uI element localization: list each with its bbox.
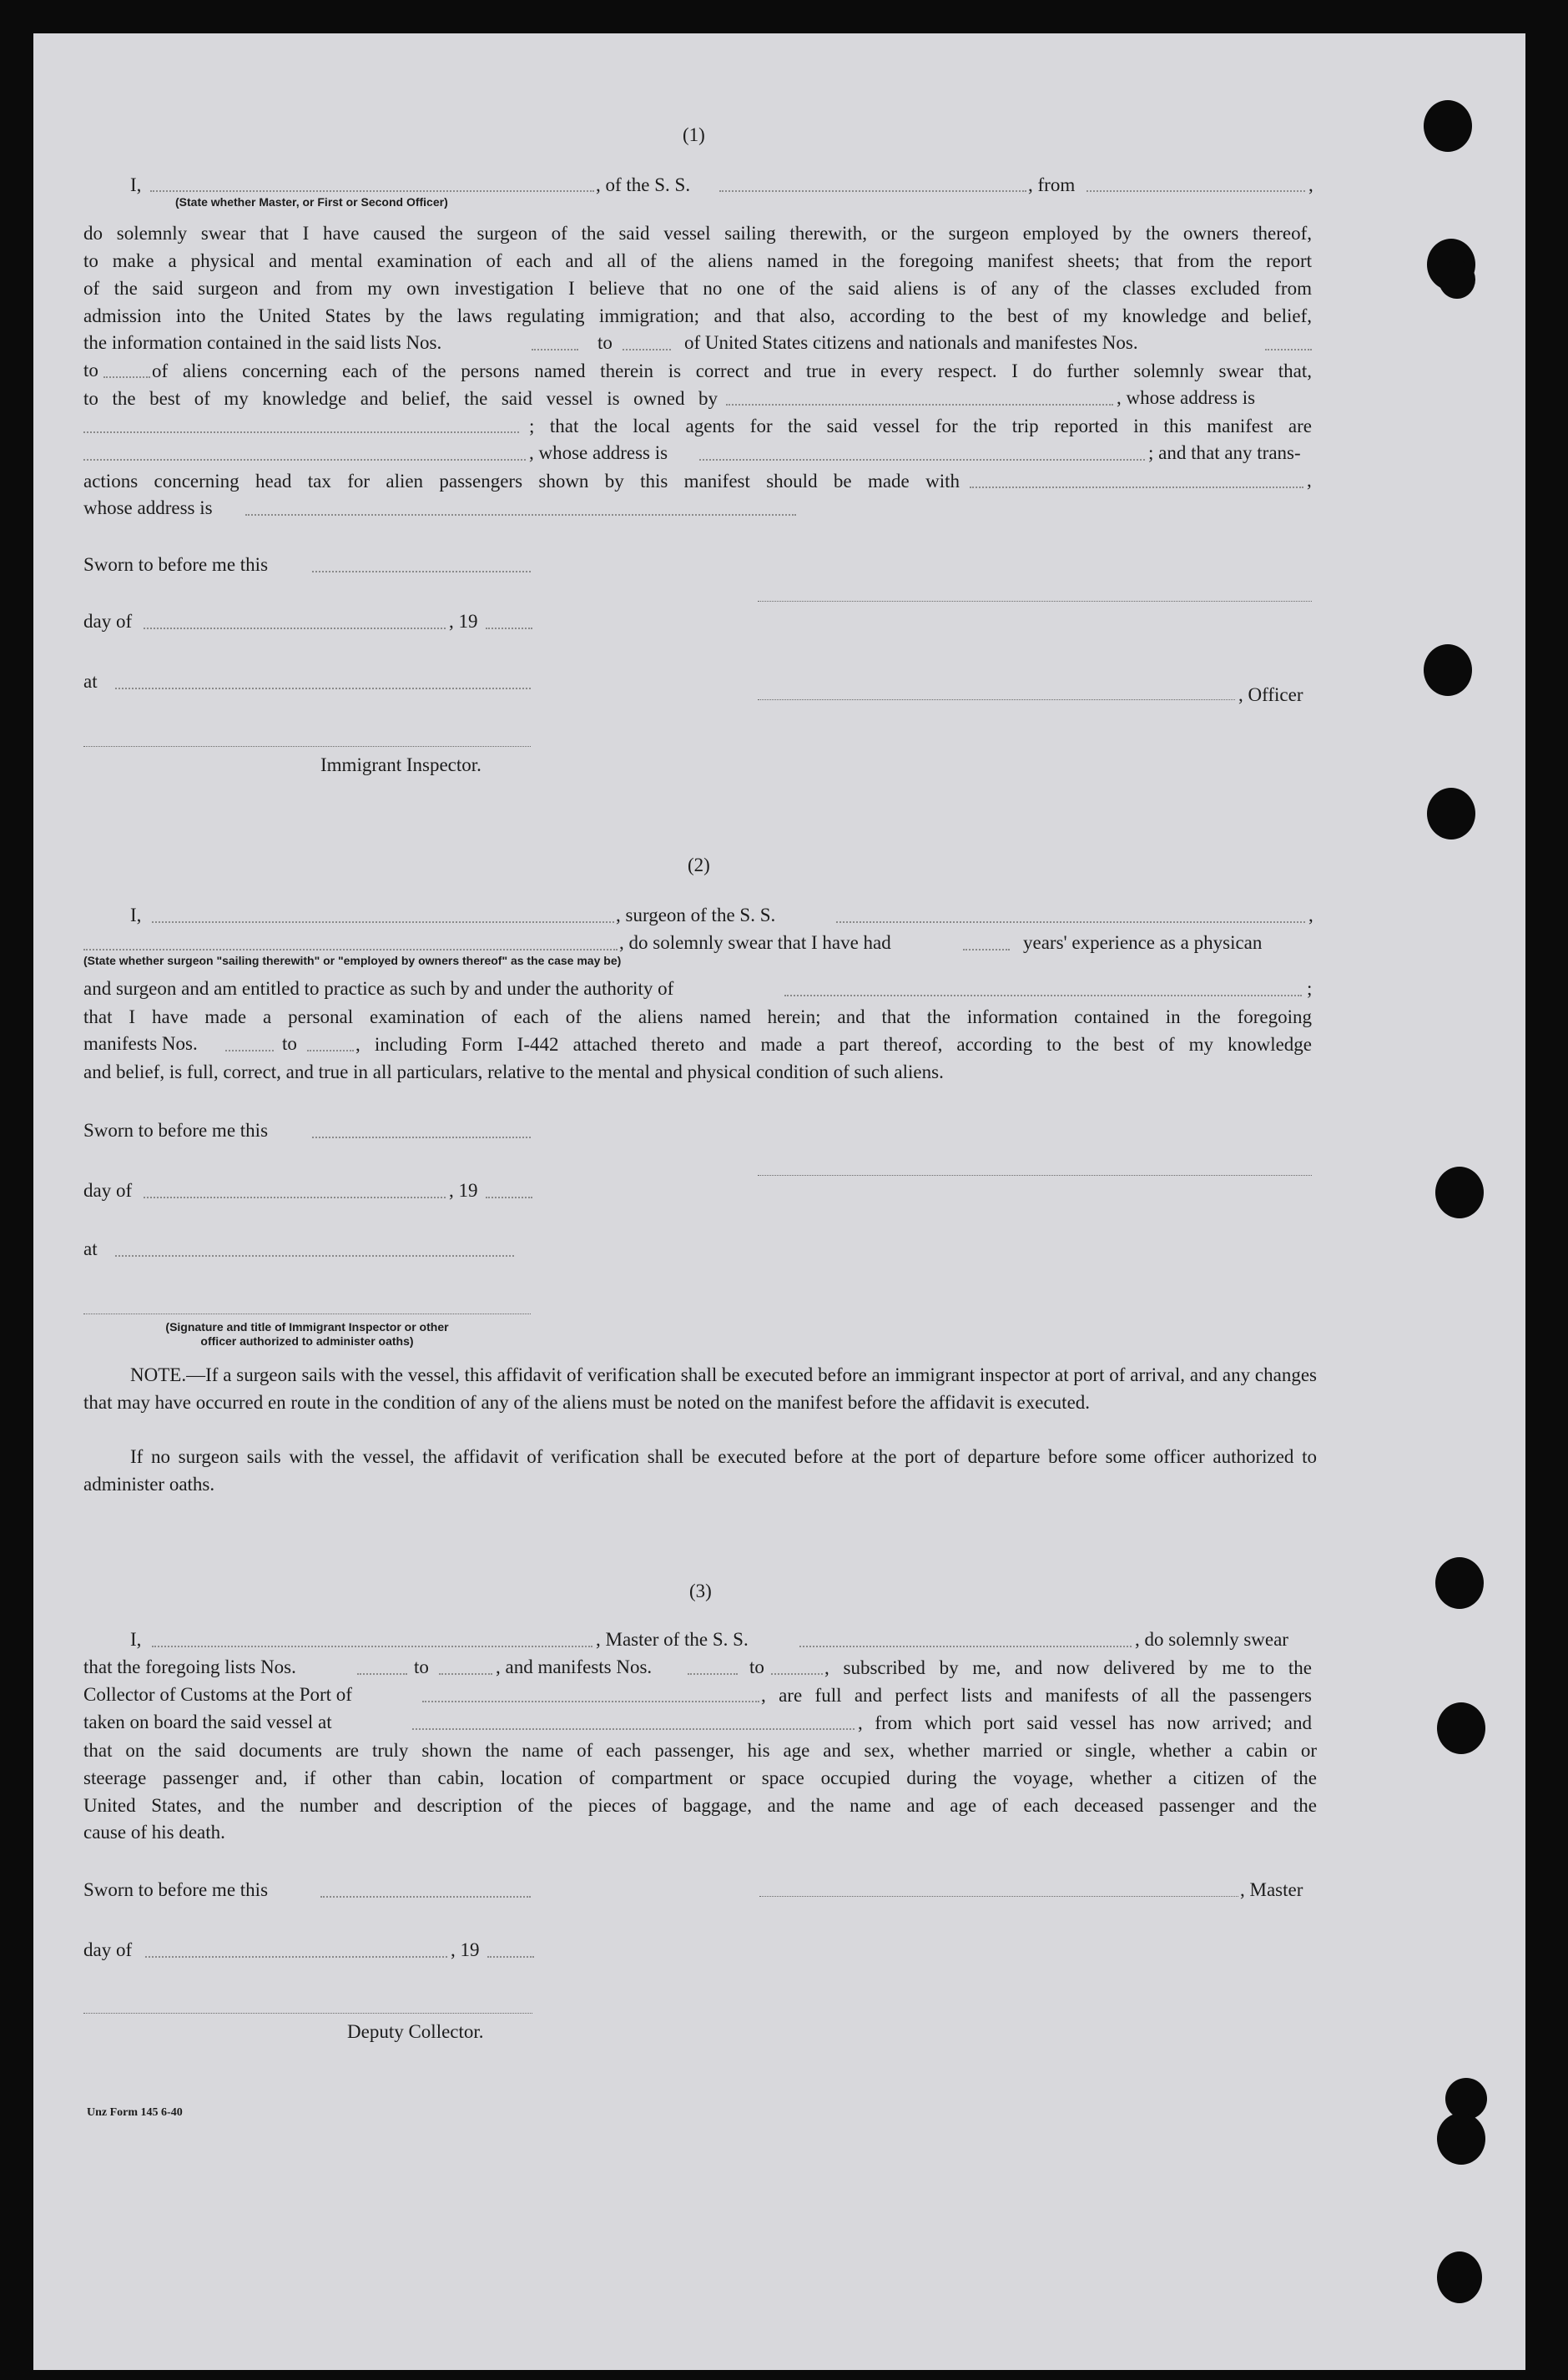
s3-year-label: , 19 [451,1939,480,1960]
s2-comma: , [1308,905,1313,925]
s1-owned-text: to the best of my knowledge and belief, the said vessel is owned by [83,388,718,409]
s1-i-label: I, [130,174,142,195]
s3-list-to-field[interactable] [439,1673,492,1675]
punch-hole-icon [1437,2251,1482,2303]
s3-body-line-1: that on the said documents are truly shown the name of each passenger, his age and sex, whether married or single, whether a cabin or [83,1740,1317,1761]
punch-hole-icon [1435,1167,1484,1218]
s1-trans-text: ; and that any trans- [1148,442,1301,463]
s1-year-field[interactable] [486,628,532,629]
s3-year-field[interactable] [487,1956,534,1958]
s1-sworn-label: Sworn to before me this [83,554,269,575]
s2-surgeon-label: , surgeon of the S. S. [616,905,776,925]
s2-line2-blank[interactable] [83,949,618,950]
punch-hole-icon [1424,100,1472,152]
s2-manifest-from-field[interactable] [225,1050,274,1051]
section-1-number: (1) [683,124,705,145]
s1-to-text-2: to [83,360,98,381]
s1-agents-address-text: , whose address is [529,442,668,463]
s2-authority-field[interactable] [784,995,1302,996]
s3-sworn-label: Sworn to before me this [83,1879,269,1900]
punch-hole-icon [1437,1702,1485,1754]
s1-list-no-from-field[interactable] [532,349,578,350]
s3-port-field[interactable] [422,1701,759,1702]
s2-field-hint: (State whether surgeon "sailing therewith" or "employed by owners thereof" as the case may be) [83,954,622,967]
punch-hole-icon [1435,1557,1484,1609]
s3-collector-line[interactable] [83,2013,532,2014]
s2-belief-text: and belief, is full, correct, and true in all particulars, relative to the mental and physical condition of such aliens. [83,1061,944,1082]
s1-manifest-no-to-field[interactable] [103,376,150,378]
s3-manifests-text: , and manifests Nos. [496,1656,653,1677]
s2-semicolon: ; [1307,978,1313,999]
s1-actions-comma: , [1307,470,1312,491]
s3-body-line-2: steerage passenger and, if other than cabin, location of compartment or space occupied during the voyage, whether a citizen of the [83,1767,1317,1788]
s3-manifest-from-field[interactable] [688,1673,738,1675]
s3-arrived-text: , from which port said vessel has now arrived; and [858,1712,1312,1733]
s2-year-field[interactable] [486,1197,532,1198]
s1-aliens-text: of aliens concerning each of the persons named therein is correct and true in every respect. I do further solemnly swear that, [152,361,1312,381]
s3-day-label: day of [83,1939,133,1960]
s2-years-text: years' experience as a physican [1023,932,1263,953]
s3-port-of-embark-field[interactable] [412,1728,855,1730]
s1-to-text: to [597,332,613,353]
s1-officer-label: , Officer [1238,684,1303,705]
s1-whose-address-text: , whose address is [1117,387,1256,408]
s3-taken-text: taken on board the said vessel at [83,1712,332,1732]
s1-at-label: at [83,671,98,692]
punch-hole-icon [1427,788,1475,840]
s2-swear-text: , do solemnly swear that I have had [619,932,891,953]
s2-day-label: day of [83,1180,133,1201]
s3-body-line-3: United States, and the number and description of the pieces of baggage, and the name and age of each deceased passenger and the [83,1795,1317,1816]
s1-signature-line[interactable] [758,601,1312,602]
punch-hole-icon [1439,260,1475,299]
s3-subscribed-text: , subscribed by me, and now delivered by me to the [824,1657,1312,1678]
s2-surgeon-name-field[interactable] [152,921,614,923]
s1-agents-text: ; that the local agents for the said vessel for the trip reported in this manifest are [529,416,1312,436]
s3-collector-text: Collector of Customs at the Port of [83,1684,352,1705]
s1-manifest-no-field[interactable] [1265,349,1312,350]
s2-years-field[interactable] [963,949,1010,950]
s1-head-tax-field[interactable] [970,487,1303,488]
s3-master-signature-label: , Master [1240,1879,1303,1900]
section-2-number: (2) [688,855,710,875]
s1-citizens-text: of United States citizens and nationals and manifestes Nos. [684,332,1138,353]
s3-to-text-1: to [414,1656,429,1677]
s1-vessel-name-field[interactable] [719,190,1026,192]
s2-vessel-name-field[interactable] [836,921,1305,923]
s1-actions-text: actions concerning head tax for alien passengers shown by this manifest should be made with [83,471,960,492]
s3-swear-label: , do solemnly swear [1135,1629,1288,1650]
s1-from-field[interactable] [1087,190,1305,192]
s3-day-field[interactable] [145,1956,447,1958]
s2-sworn-label: Sworn to before me this [83,1120,269,1141]
s1-lists-nos-text: the information contained in the said lists Nos. [83,332,442,353]
s1-day-field[interactable] [144,628,446,629]
s3-sworn-date-field[interactable] [320,1896,531,1898]
s3-to-text-2: to [749,1656,764,1677]
s3-manifest-to-field[interactable] [771,1673,823,1675]
s2-note-1: NOTE.—If a surgeon sails with the vessel, this affidavit of verification shall be executed before an immigrant inspector at port of arrival, and any changes that may have occurred en route in the condition of any of the aliens must be noted on the manifest before the affidavit is executed. [83,1364,1317,1413]
s2-year-label: , 19 [449,1180,478,1201]
s2-manifest-to-field[interactable] [307,1050,354,1051]
s3-master-label: , Master of the S. S. [596,1629,749,1650]
s1-body-line-4: admission into the United States by the laws regulating immigration; and that also, according to the best of my knowledge and belief, [83,305,1312,326]
s2-sig-hint-1: (Signature and title of Immigrant Inspector or other [165,1320,449,1334]
s1-body-line-2: to make a physical and mental examination of each and all of the aliens named in the foregoing manifest sheets; that from the report [83,250,1312,271]
s1-body-line-3: of the said surgeon and from my own investigation I believe that no one of the said aliens is of any of the classes excluded from [83,278,1312,299]
s3-perfect-lists-text: , are full and perfect lists and manifests of all the passengers [761,1685,1312,1706]
s3-master-signature-line[interactable] [759,1896,1238,1897]
s1-whose-address-label: whose address is [83,497,213,518]
s2-to-text: to [282,1033,297,1054]
s3-vessel-name-field[interactable] [799,1646,1132,1647]
s1-field-hint: (State whether Master, or First or Second Officer) [175,195,448,209]
section-3-number: (3) [689,1581,712,1601]
s3-collector-label: Deputy Collector. [347,2021,484,2042]
s1-owner-field[interactable] [726,404,1113,406]
s1-list-no-to-field[interactable] [623,349,671,350]
punch-hole-icon [1424,644,1472,696]
s3-master-name-field[interactable] [152,1646,592,1647]
form-number: Unz Form 145 6-40 [87,2106,183,2119]
s1-head-tax-address-field[interactable] [245,514,796,516]
s2-form-text: , including Form I-442 attached thereto and made a part thereof, according to the best of my knowledge [355,1034,1312,1055]
s3-list-from-field[interactable] [357,1673,407,1675]
s1-from-label: , from [1028,174,1076,195]
s3-body-last-line: cause of his death. [83,1822,225,1843]
s3-i-label: I, [130,1629,142,1650]
s2-exam-text: that I have made a personal examination of each of the aliens named herein; and that the information contained in the foregoing [83,1006,1312,1027]
s1-agents-address-field[interactable] [699,459,1145,461]
s1-comma: , [1308,174,1313,195]
s2-i-label: I, [130,905,142,925]
s1-day-label: day of [83,611,133,632]
s2-sig-hint-2: officer authorized to administer oaths) [200,1334,414,1348]
s2-authority-text: and surgeon and am entitled to practice as such by and under the authority of [83,978,674,999]
s1-sworn-date-field[interactable] [312,571,531,572]
s1-officer-name-field[interactable] [150,190,594,192]
scan-edge [1525,33,1568,2380]
s1-inspector-label: Immigrant Inspector. [320,754,481,775]
s1-of-ss-label: , of the S. S. [596,174,691,195]
s2-at-field[interactable] [115,1255,514,1257]
s2-signature-line[interactable] [758,1175,1312,1176]
s1-at-field[interactable] [115,688,531,689]
s2-manifests-label: manifests Nos. [83,1033,198,1054]
s1-owner-address-field[interactable] [83,431,519,433]
punch-hole-icon [1437,2113,1485,2165]
s1-agents-field[interactable] [83,459,526,461]
s1-year-label: , 19 [449,611,478,632]
s2-day-field[interactable] [144,1197,446,1198]
s2-note-2: If no surgeon sails with the vessel, the affidavit of verification shall be executed before at the port of departure before some officer authorized to administer oaths. [83,1446,1317,1495]
s3-lists-text: that the foregoing lists Nos. [83,1656,296,1677]
s2-at-label: at [83,1238,98,1259]
s1-officer-line[interactable] [758,699,1235,700]
s2-sworn-date-field[interactable] [312,1137,531,1138]
s1-inspector-line[interactable] [83,746,531,747]
s1-body-line-1: do solemnly swear that I have caused the surgeon of the said vessel sailing therewith, or the surgeon employed by the owners thereof, [83,223,1312,244]
